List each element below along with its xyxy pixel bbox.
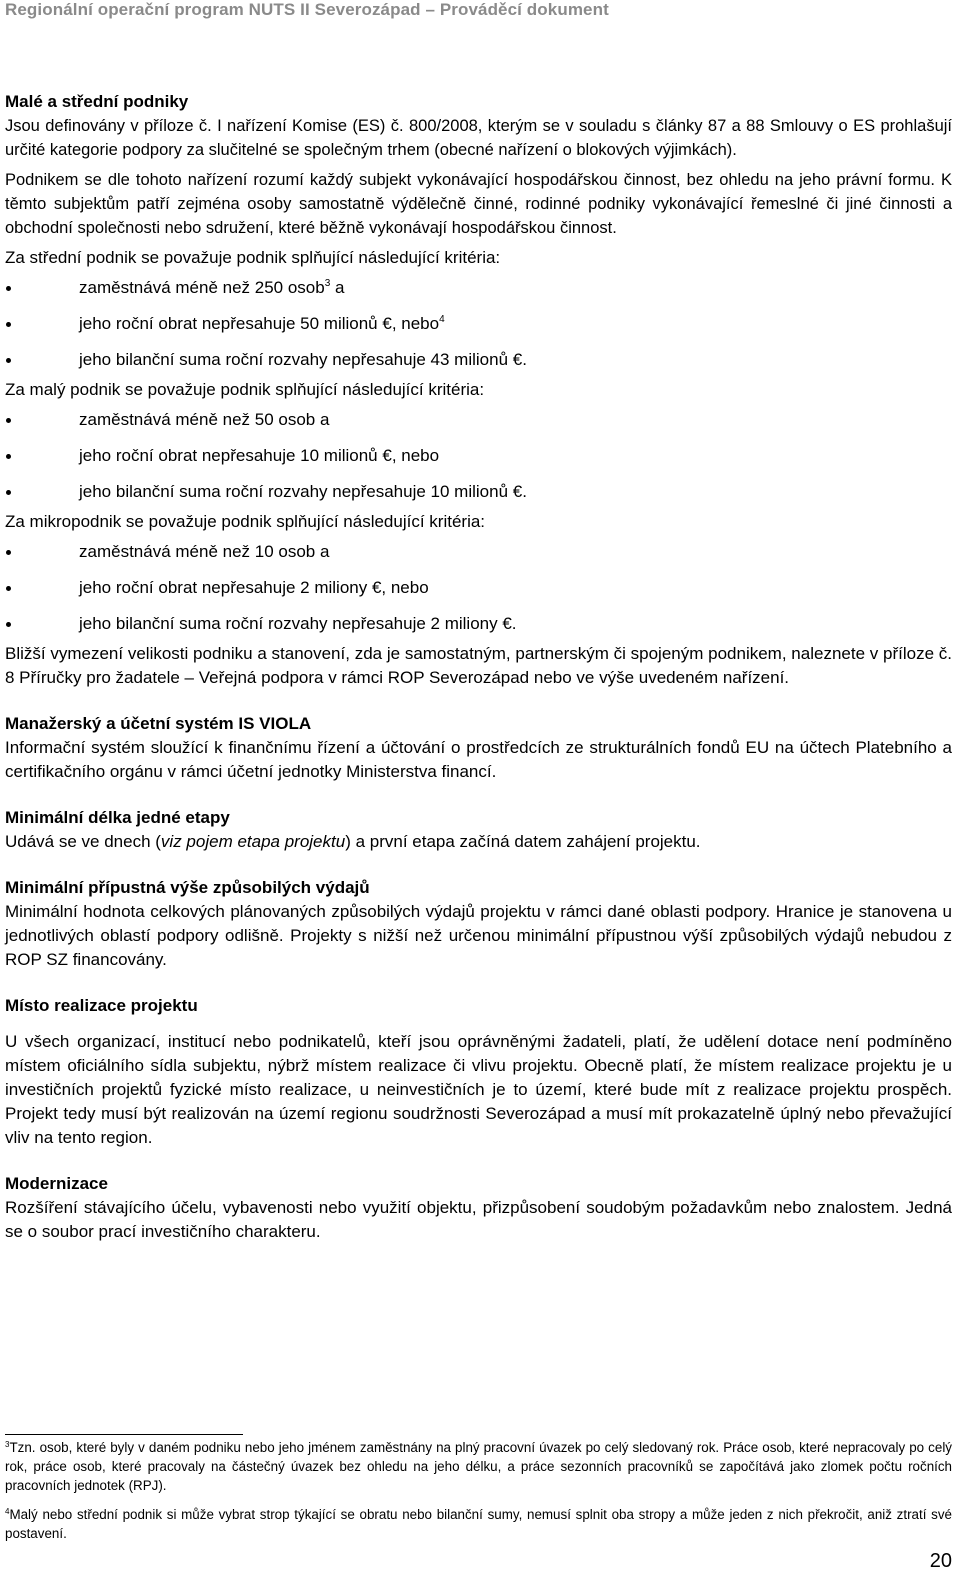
page-header: Regionální operační program NUTS II Severozápad – Prováděcí dokument [5,0,609,19]
list-item [5,402,952,438]
min-stage-text-before: Udává se ve dnech ( [5,832,161,851]
footnote-text: Tzn. osob, které byly v daném podniku nebo jeho jménem zaměstnány na plný pracovní úvazek po celý sledovaný rok. Práce osob, které nepracovaly po celý rok, práce osob, které pracovaly na částečný úvazek bez ohledu na jeho délku, a práce sezonních pracovníků se započítává jako zlomek počtu ročních pracovních jednotek (RPJ). [5,1440,952,1493]
footnote-mark: 3 [5,1440,10,1449]
footnote-divider [5,1434,243,1435]
min-stage-body [5,830,952,854]
footnotes [5,1438,952,1543]
list-item-text: zaměstnává méně než 50 osob a [79,410,330,429]
list-item [5,534,952,570]
bullet-icon [6,454,11,459]
medium-lead: Za střední podnik se považuje podnik splňující následující kritéria: [5,248,501,267]
bullet-icon [6,622,11,627]
viola-body: Informační systém sloužící k finančnímu řízení a účtování o prostředcích ze strukturálních fondů EU na účtech Platebního a certifikačního orgánu v rámci účetní jednotky Ministerstva financí. [5,738,952,781]
list-item [5,570,952,606]
msp-closing: Bližší vymezení velikosti podniku a stanovení, zda je samostatným, partnerským či spojeným podnikem, naleznete v příloze č. 8 Příručky pro žadatele – Veřejná podpora v rámci ROP Severozápad nebo ve výše uvedeném nařízení. [5,644,952,687]
msp-definition: Podnikem se dle tohoto nařízení rozumí každý subjekt vykonávající hospodářskou činnost, bez ohledu na jeho právní formu. K těmto subjektům patří zejména osoby samostatně výdělečně činné, rodinné podniky vykonávající řemeslné či jiné činnosti a obchodní společnosti nebo sdružení, které běžně vykonávají hospodářskou činnost. [5,171,952,237]
bullet-icon [6,286,11,291]
section-title-location: Místo realizace projektu [5,996,198,1015]
list-item [5,342,952,378]
list-item [5,438,952,474]
list-item [5,306,952,342]
list-item [5,270,952,306]
section-title-modernization: Modernizace [5,1174,108,1193]
footnote-3 [5,1438,952,1495]
footnote-mark: 4 [5,1507,10,1516]
footnote-text: Malý nebo střední podnik si může vybrat strop týkající se obratu nebo bilanční sumy, nemusí splnit oba stropy a může jeden z nich překročit, aniž ztratí své postavení. [5,1507,952,1541]
footnote-ref[interactable]: 3 [324,278,331,289]
bullet-icon [6,322,11,327]
document-body [5,90,952,1244]
medium-criteria-list [5,270,952,378]
micro-criteria-list [5,534,952,642]
min-stage-text-after: ) a první etapa začíná datem zahájení projektu. [345,832,701,851]
modernization-body: Rozšíření stávajícího účelu, vybavenosti nebo využití objektu, přizpůsobení soudobým požadavkům nebo znalostem. Jedná se o soubor prací investičního charakteru. [5,1198,952,1241]
list-item-text: jeho bilanční suma roční rozvahy nepřesahuje 43 milionů €. [79,350,527,369]
list-item-text: zaměstnává méně než 250 osob [79,278,325,297]
list-item-text: zaměstnává méně než 10 osob a [79,542,330,561]
list-item [5,606,952,642]
bullet-icon [6,586,11,591]
footnote-4 [5,1505,952,1543]
bullet-icon [6,418,11,423]
bullet-icon [6,490,11,495]
micro-lead: Za mikropodnik se považuje podnik splňující následující kritéria: [5,512,486,531]
small-lead: Za malý podnik se považuje podnik splňující následující kritéria: [5,380,485,399]
list-item-text: jeho roční obrat nepřesahuje 50 milionů €, nebo [79,314,440,333]
location-body: U všech organizací, institucí nebo podnikatelů, kteří jsou oprávněnými žadateli, platí, že udělení dotace není podmíněno místem oficiálního sídla subjektu, nýbrž místem realizace či vlivu projektu. Obecně platí, že místem realizace projektu je u investičních projektů fyzické místo realizace, u neinvestičních je to území, které bude mít z realizace projektu prospěch. Projekt tedy musí být realizován na území regionu soudržnosti Severozápad a musí mít prokazatelně úplný nebo převažující vliv na tento region. [5,1032,952,1147]
section-title-viola: Manažerský a účetní systém IS VIOLA [5,714,312,733]
section-title-min-costs: Minimální přípustná výše způsobilých výdajů [5,878,370,897]
page-number: 20 [929,1550,952,1572]
min-stage-crossref: viz pojem etapa projektu [160,832,346,851]
footnote-ref[interactable]: 4 [439,314,445,325]
bullet-icon [6,550,11,555]
list-item-text: jeho roční obrat nepřesahuje 10 milionů €, nebo [79,446,440,465]
section-title-min-stage: Minimální délka jedné etapy [5,808,230,827]
list-item [5,474,952,510]
list-item-text: jeho bilanční suma roční rozvahy nepřesahuje 2 miliony €. [79,614,517,633]
section-title-msp: Malé a střední podniky [5,92,189,111]
bullet-icon [6,358,11,363]
list-item-tail: a [330,278,345,297]
min-costs-body: Minimální hodnota celkových plánovaných způsobilých výdajů projektu v rámci dané oblasti podpory. Hranice je stanovena u jednotlivých oblastí podpory odlišně. Projekty s nižší než určenou minimální přípustnou výší způsobilých výdajů nebudou z ROP SZ financovány. [5,902,952,969]
list-item-text: jeho bilanční suma roční rozvahy nepřesahuje 10 milionů €. [79,482,527,501]
small-criteria-list [5,402,952,510]
msp-intro: Jsou definovány v příloze č. I nařízení Komise (ES) č. 800/2008, kterým se v souladu s články 87 a 88 Smlouvy o ES prohlašují určité kategorie podpory za slučitelné se společným trhem (obecné nařízení o blokových výjimkách). [5,117,952,159]
list-item-text: jeho roční obrat nepřesahuje 2 miliony €, nebo [79,578,429,597]
